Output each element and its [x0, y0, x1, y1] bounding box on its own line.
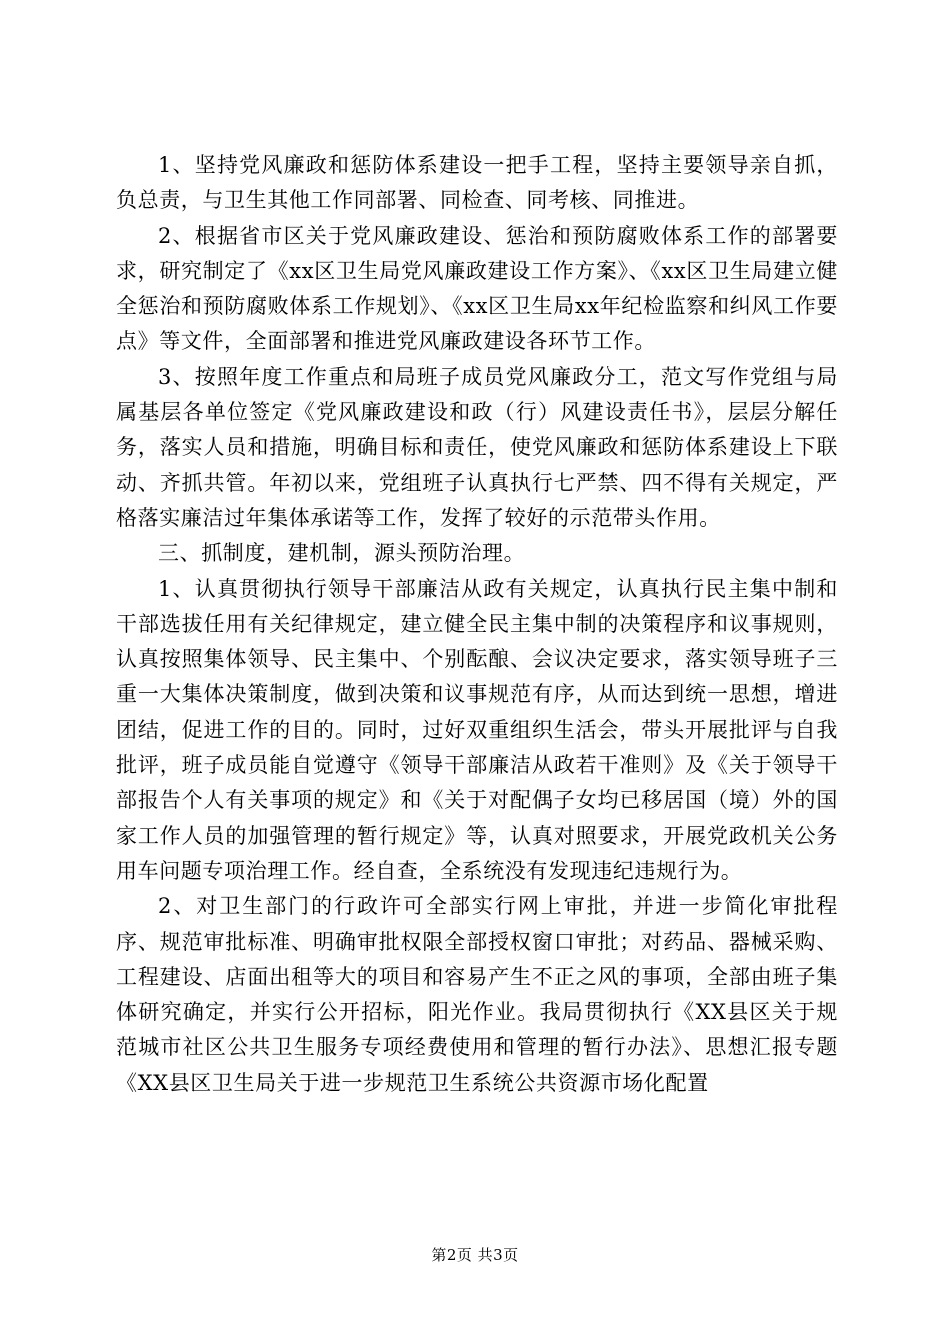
paragraph: 1、认真贯彻执行领导干部廉洁从政有关规定，认真执行民主集中制和干部选拔任用有关纪律规定，建立健全民主集中制的决策程序和议事规则，认真按照集体领导、民主集中、个别酝酿、会议决定要求，落实领导班子三重一大集体决策制度，做到决策和议事规范有序，从而达到统一思想，增进团结，促进工作的目的。同时，过好双重组织生活会，带头开展批评与自我批评，班子成员能自觉遵守《领导干部廉洁从政若干准则》及《关于领导干部报告个人有关事项的规定》和《关于对配偶子女均已移居国（境）外的国家工作人员的加强管理的暂行规定》等，认真对照要求，开展党政机关公务用车问题专项治理工作。经自查，全系统没有发现违纪违规行为。: [116, 576, 838, 883]
document-body: [116, 148, 838, 1101]
section-heading: 三、抓制度，建机制，源头预防治理。: [158, 541, 526, 566]
page-number-footer: 第2页 共3页: [431, 1246, 519, 1264]
paragraph: 2、对卫生部门的行政许可全部实行网上审批，并进一步简化审批程序、规范审批标准、明确审批权限全部授权窗口审批；对药品、器械采购、工程建设、店面出租等大的项目和容易产生不正之风的事项，全部由班子集体研究确定，并实行公开招标，阳光作业。我局贯彻执行《XX县区关于规范城市社区公共卫生服务专项经费使用和管理的暂行办法》、思想汇报专题《XX县区卫生局关于进一步规范卫生系统公共资源市场化配置: [116, 894, 838, 1095]
paragraph: 2、根据省市区关于党风廉政建设、惩治和预防腐败体系工作的部署要求，研究制定了《xx区卫生局党风廉政建设工作方案》、《xx区卫生局建立健全惩治和预防腐败体系工作规划》、《xx区卫生局xx年纪检监察和纠风工作要点》等文件，全面部署和推进党风廉政建设各环节工作。: [116, 223, 838, 354]
paragraph: 1、坚持党风廉政和惩防体系建设一把手工程，坚持主要领导亲自抓，负总责，与卫生其他工作同部署、同检查、同考核、同推进。: [116, 153, 838, 213]
paragraph: 3、按照年度工作重点和局班子成员党风廉政分工，范文写作党组与局属基层各单位签定《党风廉政建设和政（行）风建设责任书》，层层分解任务，落实人员和措施，明确目标和责任，使党风廉政和惩防体系建设上下联动、齐抓共管。年初以来，党组班子认真执行七严禁、四不得有关规定，严格落实廉洁过年集体承诺等工作，发挥了较好的示范带头作用。: [116, 364, 838, 530]
